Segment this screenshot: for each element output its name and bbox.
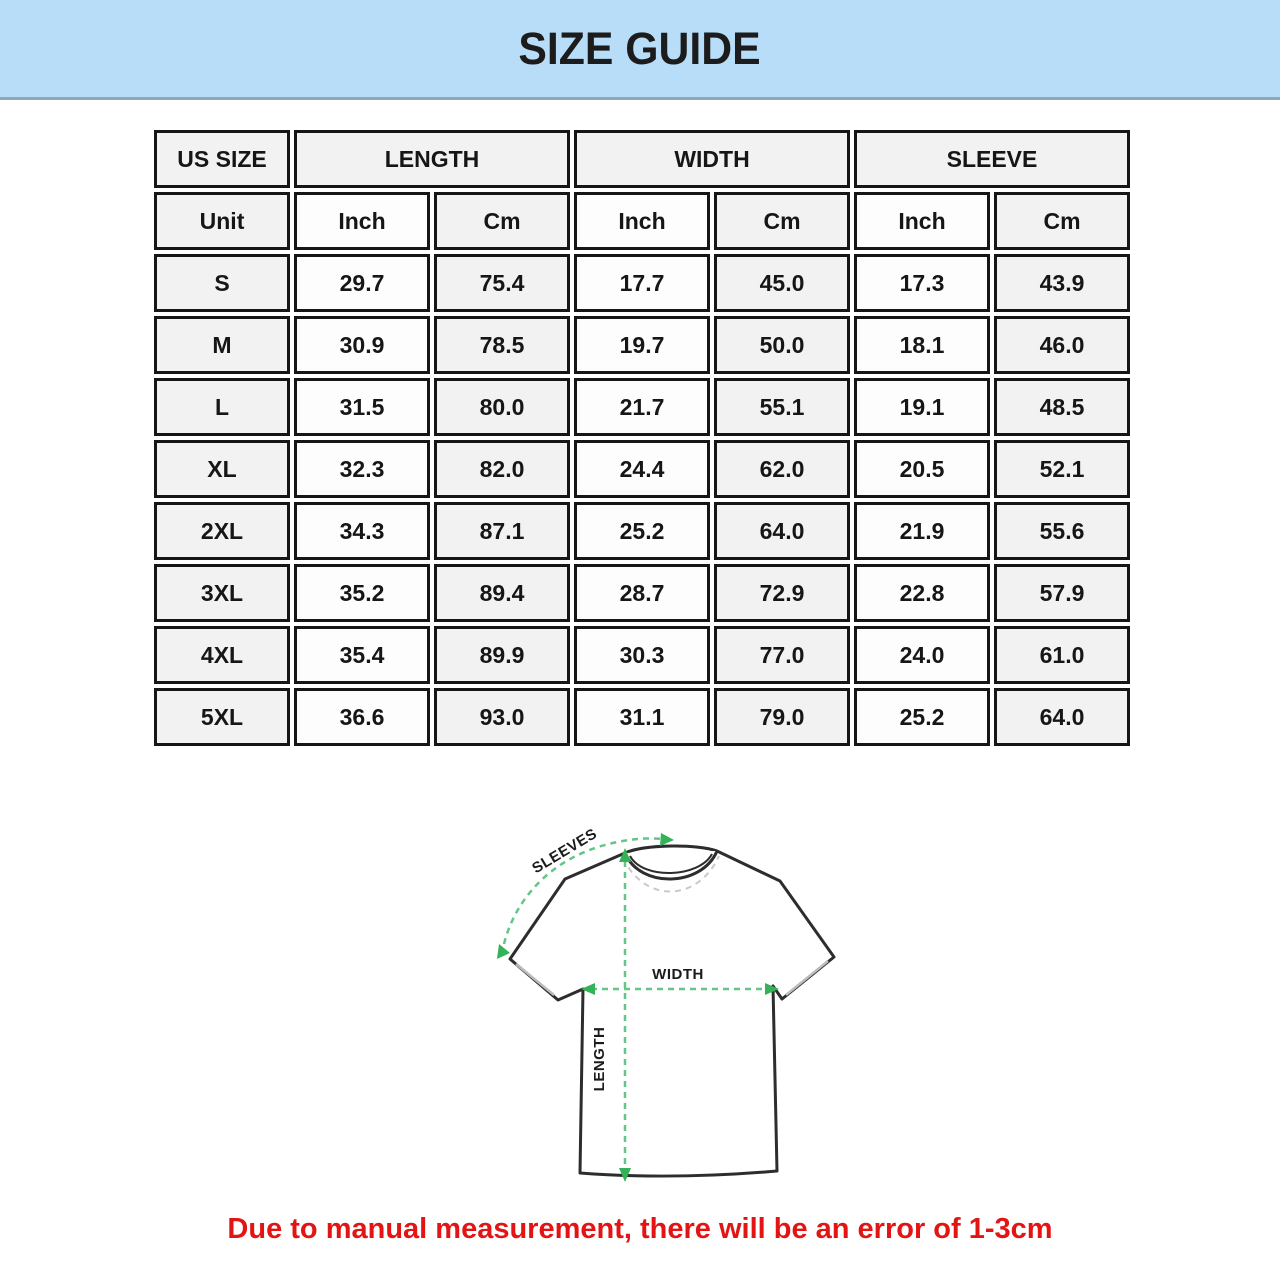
measurement-cell: 36.6 xyxy=(294,688,430,746)
unit-cell: Cm xyxy=(434,192,570,250)
measurement-cell: 43.9 xyxy=(994,254,1130,312)
measurement-cell: 48.5 xyxy=(994,378,1130,436)
unit-cell: Inch xyxy=(574,192,710,250)
tshirt-diagram-svg xyxy=(440,803,900,1205)
measurement-cell: 31.1 xyxy=(574,688,710,746)
measurement-cell: 24.4 xyxy=(574,440,710,498)
unit-row-header: Unit xyxy=(154,192,290,250)
measurement-cell: 29.7 xyxy=(294,254,430,312)
measurement-cell: 79.0 xyxy=(714,688,850,746)
size-label: S xyxy=(154,254,290,312)
measurement-cell: 21.9 xyxy=(854,502,990,560)
sleeves-arrowhead-top xyxy=(660,833,674,846)
measurement-cell: 30.3 xyxy=(574,626,710,684)
table-header-row xyxy=(154,130,1130,188)
measurement-cell: 22.8 xyxy=(854,564,990,622)
unit-cell: Cm xyxy=(714,192,850,250)
measurement-cell: 18.1 xyxy=(854,316,990,374)
measurement-cell: 78.5 xyxy=(434,316,570,374)
size-table xyxy=(150,126,1134,750)
size-label: XL xyxy=(154,440,290,498)
sleeves-label: SLEEVES xyxy=(529,825,601,878)
measurement-cell: 61.0 xyxy=(994,626,1130,684)
measurement-cell: 25.2 xyxy=(854,688,990,746)
size-label: 3XL xyxy=(154,564,290,622)
unit-row xyxy=(154,192,1130,250)
measurement-cell: 21.7 xyxy=(574,378,710,436)
measurement-cell: 64.0 xyxy=(714,502,850,560)
measurement-cell: 35.4 xyxy=(294,626,430,684)
column-header-length: LENGTH xyxy=(294,130,570,188)
measurement-cell: 89.4 xyxy=(434,564,570,622)
column-header-us-size: US SIZE xyxy=(154,130,290,188)
measurement-cell: 87.1 xyxy=(434,502,570,560)
measurement-cell: 50.0 xyxy=(714,316,850,374)
unit-cell: Inch xyxy=(294,192,430,250)
measurement-cell: 35.2 xyxy=(294,564,430,622)
banner xyxy=(0,0,1280,100)
length-label: LENGTH xyxy=(591,1026,608,1092)
measurement-cell: 25.2 xyxy=(574,502,710,560)
size-label: 4XL xyxy=(154,626,290,684)
size-row-s xyxy=(154,254,1130,312)
measurement-cell: 24.0 xyxy=(854,626,990,684)
measurement-cell: 17.3 xyxy=(854,254,990,312)
measurement-cell: 20.5 xyxy=(854,440,990,498)
measurement-cell: 52.1 xyxy=(994,440,1130,498)
size-label: M xyxy=(154,316,290,374)
size-label: 5XL xyxy=(154,688,290,746)
size-row-5xl xyxy=(154,688,1130,746)
measurement-cell: 57.9 xyxy=(994,564,1130,622)
measurement-cell: 80.0 xyxy=(434,378,570,436)
column-header-sleeve: SLEEVE xyxy=(854,130,1130,188)
measurement-cell: 46.0 xyxy=(994,316,1130,374)
measurement-cell: 72.9 xyxy=(714,564,850,622)
column-header-width: WIDTH xyxy=(574,130,850,188)
measurement-cell: 19.1 xyxy=(854,378,990,436)
measurement-cell: 17.7 xyxy=(574,254,710,312)
size-row-4xl xyxy=(154,626,1130,684)
measurement-cell: 30.9 xyxy=(294,316,430,374)
measurement-cell: 82.0 xyxy=(434,440,570,498)
measurement-cell: 64.0 xyxy=(994,688,1130,746)
measurement-cell: 34.3 xyxy=(294,502,430,560)
size-label: L xyxy=(154,378,290,436)
size-row-2xl xyxy=(154,502,1130,560)
unit-cell: Cm xyxy=(994,192,1130,250)
measurement-cell: 32.3 xyxy=(294,440,430,498)
measurement-cell: 62.0 xyxy=(714,440,850,498)
sleeves-arrowhead-bottom xyxy=(497,944,510,959)
unit-cell: Inch xyxy=(854,192,990,250)
measurement-cell: 31.5 xyxy=(294,378,430,436)
size-row-3xl xyxy=(154,564,1130,622)
measurement-cell: 55.1 xyxy=(714,378,850,436)
size-label: 2XL xyxy=(154,502,290,560)
measurement-cell: 19.7 xyxy=(574,316,710,374)
size-row-xl xyxy=(154,440,1130,498)
measurement-cell: 77.0 xyxy=(714,626,850,684)
measurement-cell: 89.9 xyxy=(434,626,570,684)
measurement-cell: 45.0 xyxy=(714,254,850,312)
page-title: SIZE GUIDE xyxy=(518,22,762,74)
width-label: WIDTH xyxy=(652,966,704,983)
measurement-cell: 75.4 xyxy=(434,254,570,312)
tshirt-diagram xyxy=(440,803,900,1205)
measurement-cell: 28.7 xyxy=(574,564,710,622)
measurement-cell: 55.6 xyxy=(994,502,1130,560)
size-row-l xyxy=(154,378,1130,436)
size-table-container xyxy=(150,126,1134,750)
measurement-note: Due to manual measurement, there will be an error of 1-3cm xyxy=(227,1213,1053,1245)
size-row-m xyxy=(154,316,1130,374)
tshirt-outline xyxy=(510,846,834,1176)
measurement-cell: 93.0 xyxy=(434,688,570,746)
